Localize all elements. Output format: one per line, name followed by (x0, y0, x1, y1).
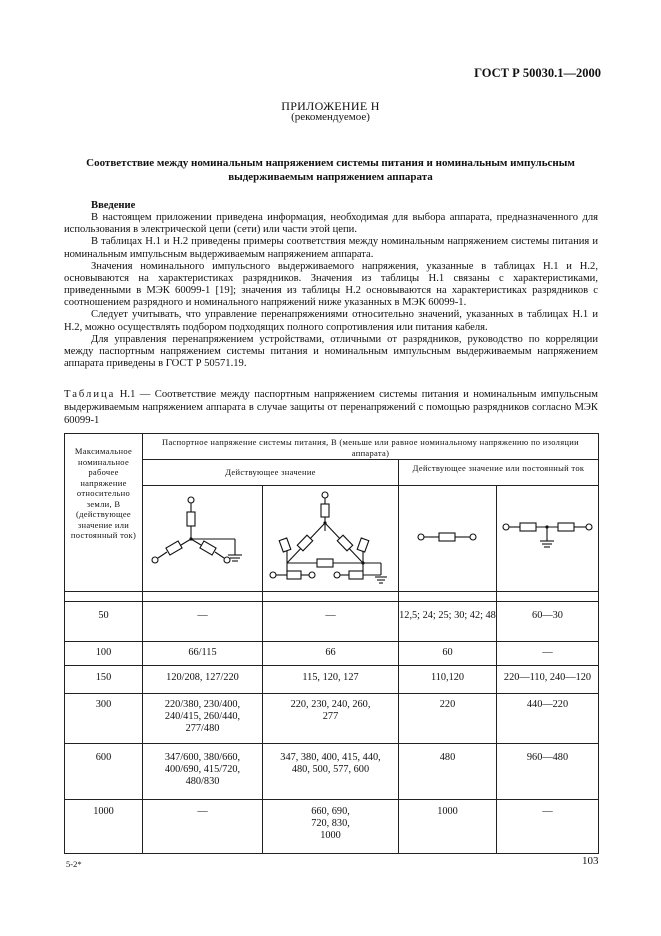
cell-ac-star: 347/600, 380/660, 400/690, 415/720, 480/830 (143, 744, 263, 800)
section-title-line-2: выдерживаемым напряжением аппарата (228, 171, 433, 183)
cell-single-phase: 110,120 (399, 666, 497, 694)
cell-ac-star: — (143, 800, 263, 854)
diagram-three-phase-delta (263, 486, 399, 592)
paragraph: В настоящем приложении приведена информация, необходимая для выбора аппарата, предназначенного для использования в электрической цепи (сети) или части этой цепи. (64, 212, 598, 236)
spacer-cell (65, 592, 143, 602)
table-caption-label: Таблица (64, 389, 116, 400)
header-ac-dc-value: Действующее значение или постоянный ток (399, 460, 599, 486)
cell-ac-star: — (143, 602, 263, 642)
cell-center-grounded: 440—220 (497, 694, 599, 744)
footer-signature: 5-2* (66, 859, 82, 869)
cell-single-phase: 1000 (399, 800, 497, 854)
spacer-cell (497, 592, 599, 602)
voltage-table (64, 433, 599, 854)
cell-voltage: 300 (65, 694, 143, 744)
table-row (65, 694, 599, 744)
document-header: ГОСТ Р 50030.1—2000 (474, 66, 601, 80)
diagram-three-phase-star (143, 486, 263, 592)
section-title-line-1: Соответствие между номинальным напряжением системы питания и номинальным импульсным (86, 157, 575, 169)
cell-voltage: 600 (65, 744, 143, 800)
table-row (65, 602, 599, 642)
table-row (65, 744, 599, 800)
cell-center-grounded: — (497, 800, 599, 854)
cell-voltage: 50 (65, 602, 143, 642)
intro-heading: Введение (91, 200, 136, 211)
paragraph: Значения номинального импульсного выдерживаемого напряжения, указанные в таблицах Н.1 и Н.2, основываются на характеристиках разрядников. Значения из таблицы Н.1 связаны с характеристиками, приведенными в МЭК 60099-1 [19]; значения из таблицы Н.2 основываются на характеристиках разрядников с соотношением разрядного и номинального напряжений ниже указанных в МЭК 60099-1. (64, 260, 598, 309)
table-row (65, 642, 599, 666)
cell-ac-delta: — (263, 602, 399, 642)
appendix-subtitle: (рекомендуемое) (291, 111, 370, 123)
cell-voltage: 100 (65, 642, 143, 666)
cell-ac-delta: 115, 120, 127 (263, 666, 399, 694)
cell-center-grounded: 960—480 (497, 744, 599, 800)
section-title (70, 156, 591, 184)
spacer-cell (399, 592, 497, 602)
page-number: 103 (582, 855, 599, 867)
appendix-title: ПРИЛОЖЕНИЕ Н (281, 99, 380, 113)
delta-circuit-diagram (265, 489, 397, 585)
paragraph: В таблицах Н.1 и Н.2 приведены примеры соответствия между номинальным напряжением системы питания и номинальным импульсным выдерживаемым напряжением аппарата. (64, 236, 598, 260)
paragraph: Для управления перенапряжением устройствами, отличными от разрядников, руководство по корреляции между паспортным напряжением системы питания и номинальным импульсным выдерживаемым напряжением аппарата приведены в ГОСТ Р 50571.19. (64, 333, 598, 370)
cell-ac-delta: 66 (263, 642, 399, 666)
paragraph: Следует учитывать, что управление перенапряжениями относительно значений, указанных в таблицах Н.1 и Н.2, можно осуществлять подбором подходящих полного сопротивления или питания кабеля. (64, 309, 598, 333)
table-caption (64, 389, 598, 427)
cell-voltage: 150 (65, 666, 143, 694)
header-supply-voltage: Паспортное напряжение системы питания, В (меньше или равное номинальному напряжению по изоляции аппарата) (143, 434, 599, 460)
cell-voltage: 1000 (65, 800, 143, 854)
single-phase-circuit-diagram (413, 522, 483, 552)
cell-ac-delta: 220, 230, 240, 260, 277 (263, 694, 399, 744)
cell-ac-star: 220/380, 230/400, 240/415, 260/440, 277/480 (143, 694, 263, 744)
cell-single-phase: 12,5; 24; 25; 30; 42; 48 (399, 602, 497, 642)
cell-ac-star: 66/115 (143, 642, 263, 666)
body-text (64, 200, 598, 370)
cell-ac-star: 120/208, 127/220 (143, 666, 263, 694)
spacer-cell (143, 592, 263, 602)
table-row (65, 666, 599, 694)
table-caption-text: Н.1 — Соответствие между паспортным напряжением системы питания и номинальным импульсным выдерживаемым напряжением аппарата в случае защиты от перенапряжений с помощью разрядников согласно МЭК 60099-1 (64, 389, 598, 426)
diagram-center-grounded (497, 486, 599, 592)
cell-center-grounded: — (497, 642, 599, 666)
cell-center-grounded: 220—110, 240—120 (497, 666, 599, 694)
header-max-voltage: Максимальное номинальное рабочее напряжение относительно земли, В (действующее значение или постоянный ток) (65, 434, 143, 592)
header-ac-value: Действующее значение (143, 460, 399, 486)
cell-ac-delta: 660, 690, 720, 830, 1000 (263, 800, 399, 854)
star-circuit-diagram (145, 492, 261, 582)
spacer-cell (263, 592, 399, 602)
cell-center-grounded: 60—30 (497, 602, 599, 642)
center-grounded-circuit-diagram (500, 517, 596, 557)
cell-single-phase: 480 (399, 744, 497, 800)
cell-single-phase: 60 (399, 642, 497, 666)
table-row (65, 800, 599, 854)
diagram-single-phase (399, 486, 497, 592)
cell-ac-delta: 347, 380, 400, 415, 440, 480, 500, 577, 600 (263, 744, 399, 800)
cell-single-phase: 220 (399, 694, 497, 744)
